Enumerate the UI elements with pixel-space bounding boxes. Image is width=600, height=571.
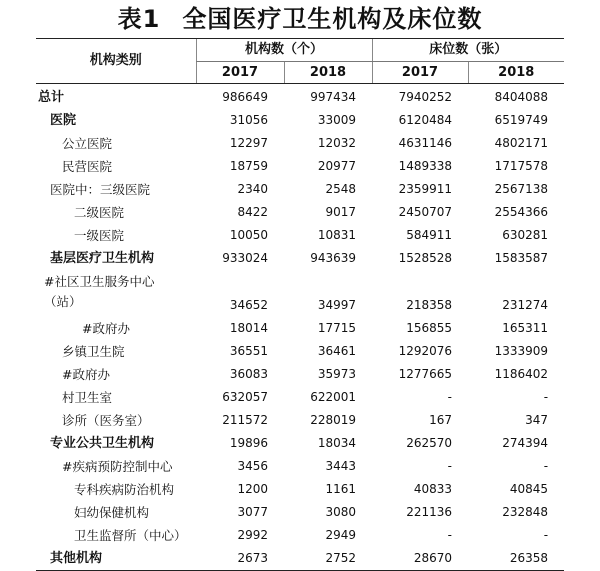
cell-value: 34997 — [317, 298, 357, 312]
cell-value: 36083 — [229, 367, 268, 381]
table-row — [36, 386, 564, 409]
cell-value: 3077 — [237, 505, 268, 519]
cell-value: 165311 — [502, 321, 549, 335]
table-row — [36, 409, 564, 432]
row-label: #政府办 — [82, 321, 130, 336]
cell-value: 1583587 — [494, 251, 549, 265]
table-row — [36, 84, 564, 110]
table-row — [36, 155, 564, 178]
cell-value: 10050 — [229, 228, 268, 242]
row-label: #政府办 — [62, 367, 110, 382]
cell-value: 1277665 — [398, 367, 453, 381]
cell-value: 167 — [429, 413, 453, 427]
table-row — [36, 478, 564, 501]
cell-value: 6120484 — [398, 113, 453, 127]
cell-value: 997434 — [310, 90, 357, 104]
cell-value: - — [447, 459, 453, 473]
cell-value: 26358 — [468, 547, 564, 571]
header-year: 2017 — [372, 62, 468, 84]
table-row — [36, 501, 564, 524]
header-beds: 床位数（张） — [372, 39, 564, 62]
cell-value: 7940252 — [398, 90, 453, 104]
cell-value: 20977 — [317, 159, 357, 173]
cell-value: 18034 — [317, 436, 357, 450]
cell-value: 33009 — [317, 113, 357, 127]
row-label: 医院中：三级医院 — [50, 182, 151, 197]
cell-value: 347 — [525, 413, 549, 427]
cell-value: 40845 — [509, 482, 549, 496]
cell-value: 12032 — [317, 136, 357, 150]
row-label: 乡镇卫生院 — [62, 344, 125, 359]
header-category: 机构类别 — [36, 39, 196, 84]
cell-value: 1186402 — [494, 367, 549, 381]
cell-value: 228019 — [310, 413, 357, 427]
row-label: #疾病预防控制中心 — [62, 459, 173, 474]
table-row — [36, 317, 564, 340]
row-label: 公立医院 — [62, 136, 113, 151]
row-label: 妇幼保健机构 — [74, 505, 150, 520]
cell-value: 3456 — [237, 459, 268, 473]
statistics-table — [36, 38, 564, 571]
cell-value: 19896 — [229, 436, 268, 450]
cell-value: - — [447, 528, 453, 542]
table-body — [36, 84, 564, 571]
table-row — [36, 432, 564, 455]
cell-value: 3080 — [325, 505, 357, 519]
table-title — [0, 4, 600, 34]
row-label: 一级医院 — [74, 228, 125, 243]
table-row — [36, 547, 564, 571]
cell-value: 12297 — [229, 136, 268, 150]
cell-value: 2567138 — [494, 182, 549, 196]
row-label: 其他机构 — [36, 547, 196, 571]
table-row — [36, 270, 564, 317]
cell-value: 1528528 — [398, 251, 453, 265]
table-row — [36, 201, 564, 224]
cell-value: 584911 — [406, 228, 453, 242]
row-label: 专科疾病防治机构 — [74, 482, 175, 497]
table-row — [36, 524, 564, 547]
cell-value: 218358 — [406, 298, 453, 312]
cell-value: 8422 — [237, 205, 268, 219]
cell-value: 1489338 — [398, 159, 453, 173]
cell-value: 2554366 — [494, 205, 549, 219]
header-year: 2018 — [468, 62, 564, 84]
cell-value: 232848 — [502, 505, 549, 519]
cell-value: 262570 — [406, 436, 453, 450]
table-row — [36, 132, 564, 155]
cell-value: 1333909 — [494, 344, 549, 358]
cell-value: 943639 — [310, 251, 357, 265]
row-label: 村卫生室 — [62, 390, 113, 405]
cell-value: 40833 — [413, 482, 453, 496]
row-label: 诊所（医务室） — [62, 413, 150, 428]
cell-value: 18759 — [229, 159, 268, 173]
row-label: 卫生监督所（中心） — [74, 528, 187, 543]
cell-value: 36551 — [229, 344, 268, 358]
header-year: 2017 — [196, 62, 284, 84]
cell-value: 9017 — [325, 205, 357, 219]
table-row — [36, 224, 564, 247]
row-label: 专业公共卫生机构 — [50, 436, 155, 451]
table-row — [36, 363, 564, 386]
header-row-groups — [36, 39, 564, 62]
cell-value: - — [543, 459, 549, 473]
cell-value: 630281 — [502, 228, 549, 242]
cell-value: 3443 — [325, 459, 357, 473]
cell-value: 1717578 — [494, 159, 549, 173]
cell-value: 2548 — [325, 182, 357, 196]
table-row — [36, 178, 564, 201]
cell-value: 36461 — [317, 344, 357, 358]
cell-value: 1292076 — [398, 344, 453, 358]
cell-value: 221136 — [406, 505, 453, 519]
cell-value: 2992 — [237, 528, 268, 542]
cell-value: - — [543, 528, 549, 542]
cell-value: 211572 — [222, 413, 268, 427]
header-institutions: 机构数（个） — [196, 39, 372, 62]
row-label: 二级医院 — [74, 205, 125, 220]
cell-value: 632057 — [222, 390, 268, 404]
cell-value: 2949 — [325, 528, 357, 542]
cell-value: 17715 — [317, 321, 357, 335]
cell-value: 34652 — [229, 298, 268, 312]
row-label: 总计 — [38, 90, 65, 105]
cell-value: 1161 — [325, 482, 357, 496]
table-title-text: 全国医疗卫生机构及床位数 — [182, 5, 483, 33]
cell-value: 933024 — [222, 251, 268, 265]
cell-value: 986649 — [222, 90, 268, 104]
cell-value: - — [543, 390, 549, 404]
cell-value: 31056 — [229, 113, 268, 127]
cell-value: 274394 — [502, 436, 549, 450]
cell-value: 2450707 — [398, 205, 453, 219]
row-label: 民营医院 — [62, 159, 113, 174]
table-row — [36, 109, 564, 132]
cell-value: 2673 — [196, 547, 284, 571]
cell-value: 2340 — [237, 182, 268, 196]
cell-value: 156855 — [406, 321, 453, 335]
table-number: 表1 — [117, 5, 161, 33]
table-row — [36, 455, 564, 478]
row-label: 基层医疗卫生机构 — [50, 251, 155, 266]
cell-value: 622001 — [310, 390, 357, 404]
table-row — [36, 340, 564, 363]
cell-value: 35973 — [317, 367, 357, 381]
cell-value: 1200 — [237, 482, 268, 496]
cell-value: 8404088 — [494, 90, 549, 104]
cell-value: 2359911 — [398, 182, 453, 196]
cell-value: 2752 — [284, 547, 372, 571]
cell-value: 4631146 — [398, 136, 453, 150]
table-row — [36, 247, 564, 270]
row-label: 医院 — [50, 113, 77, 128]
cell-value: 6519749 — [494, 113, 549, 127]
cell-value: 10831 — [317, 228, 357, 242]
cell-value: - — [447, 390, 453, 404]
header-year: 2018 — [284, 62, 372, 84]
table-header — [36, 39, 564, 84]
cell-value: 231274 — [502, 298, 549, 312]
cell-value: 28670 — [372, 547, 468, 571]
row-label: #社区卫生服务中心（站） — [44, 274, 155, 309]
cell-value: 4802171 — [494, 136, 549, 150]
cell-value: 18014 — [229, 321, 268, 335]
